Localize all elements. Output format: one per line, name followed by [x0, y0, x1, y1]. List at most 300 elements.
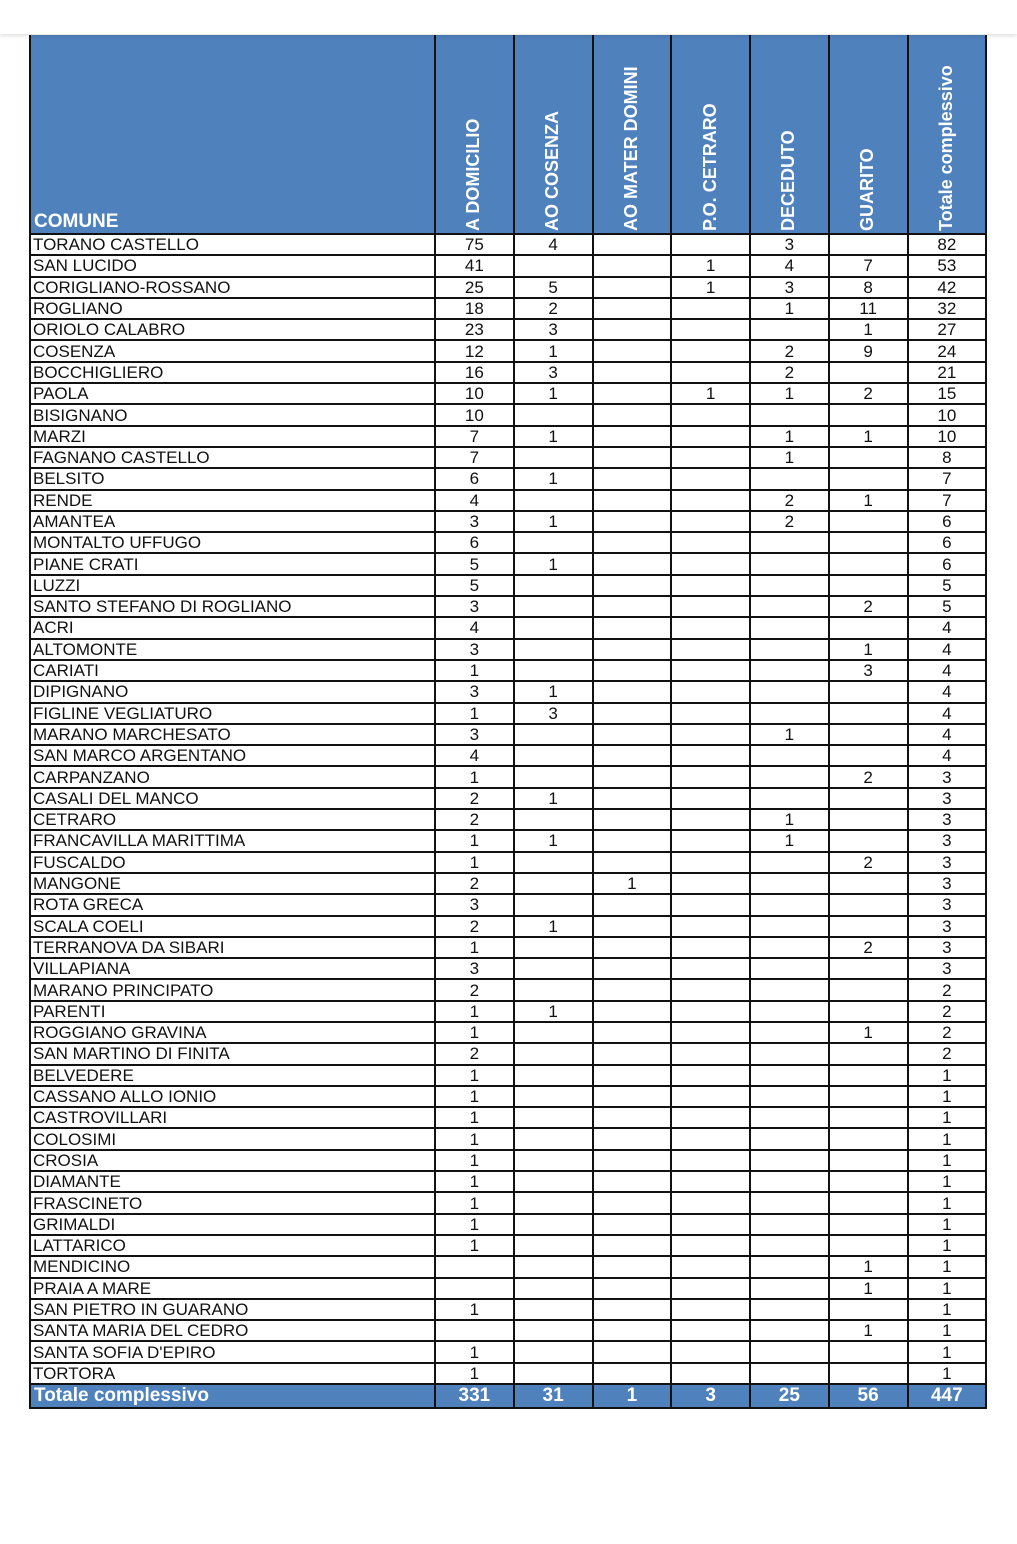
cell-ao-cosenza: 3 [514, 362, 593, 383]
cell-comune: SAN MARTINO DI FINITA [30, 1043, 435, 1064]
cell-po-cetraro [671, 1235, 750, 1256]
table-row [30, 553, 986, 574]
cell-comune: LATTARICO [30, 1235, 435, 1256]
table-row [30, 511, 986, 532]
cell-comune: SANTA SOFIA D'EPIRO [30, 1341, 435, 1362]
cell-ao-mater-domini [593, 1278, 672, 1299]
cell-totale-complessivo: 82 [908, 234, 987, 255]
cell-po-cetraro [671, 490, 750, 511]
cell-totale-complessivo: 24 [908, 340, 987, 361]
cell-guarito: 2 [829, 596, 908, 617]
cell-deceduto [750, 1256, 829, 1277]
cell-deceduto [750, 1001, 829, 1022]
cell-totale-complessivo: 1 [908, 1299, 987, 1320]
cell-ao-cosenza [514, 873, 593, 894]
cell-ao-mater-domini [593, 1086, 672, 1107]
cell-a-domicilio: 7 [435, 447, 514, 468]
table-row [30, 319, 986, 340]
cell-comune: BELSITO [30, 468, 435, 489]
cell-deceduto [750, 979, 829, 1000]
cell-totale-complessivo: 1 [908, 1128, 987, 1149]
cell-ao-cosenza [514, 255, 593, 276]
cell-totale-complessivo: 6 [908, 553, 987, 574]
table-row [30, 1256, 986, 1277]
cell-a-domicilio: 1 [435, 1128, 514, 1149]
cell-po-cetraro [671, 639, 750, 660]
table-row [30, 1128, 986, 1149]
cell-deceduto [750, 937, 829, 958]
cell-guarito [829, 1363, 908, 1384]
cell-guarito [829, 788, 908, 809]
header-deceduto [750, 35, 829, 234]
cell-comune: LUZZI [30, 575, 435, 596]
cell-comune: PARENTI [30, 1001, 435, 1022]
cell-ao-mater-domini [593, 1256, 672, 1277]
cell-ao-mater-domini [593, 234, 672, 255]
cell-ao-cosenza: 1 [514, 340, 593, 361]
cell-totale-complessivo: 6 [908, 511, 987, 532]
cell-ao-mater-domini [593, 852, 672, 873]
table-row [30, 1022, 986, 1043]
cell-po-cetraro [671, 1086, 750, 1107]
cell-a-domicilio: 3 [435, 511, 514, 532]
cell-ao-cosenza [514, 979, 593, 1000]
cell-ao-cosenza [514, 1107, 593, 1128]
cell-deceduto: 2 [750, 490, 829, 511]
cell-ao-cosenza: 1 [514, 681, 593, 702]
cell-guarito [829, 894, 908, 915]
cell-a-domicilio: 1 [435, 660, 514, 681]
cell-comune: ORIOLO CALABRO [30, 319, 435, 340]
cell-a-domicilio: 2 [435, 873, 514, 894]
cell-ao-mater-domini [593, 830, 672, 851]
total-row [30, 1384, 986, 1408]
table-row [30, 681, 986, 702]
cell-guarito: 7 [829, 255, 908, 276]
cell-comune: BOCCHIGLIERO [30, 362, 435, 383]
cell-comune: CARIATI [30, 660, 435, 681]
table-row [30, 1107, 986, 1128]
cell-comune: RENDE [30, 490, 435, 511]
cell-deceduto: 2 [750, 511, 829, 532]
cell-ao-mater-domini [593, 596, 672, 617]
cell-ao-cosenza [514, 1256, 593, 1277]
cell-a-domicilio: 1 [435, 766, 514, 787]
cell-a-domicilio: 2 [435, 979, 514, 1000]
cell-guarito [829, 1043, 908, 1064]
cell-ao-cosenza [514, 745, 593, 766]
cell-deceduto [750, 468, 829, 489]
cell-a-domicilio: 2 [435, 916, 514, 937]
table-row [30, 1150, 986, 1171]
cell-ao-mater-domini [593, 426, 672, 447]
cell-comune: SANTA MARIA DEL CEDRO [30, 1320, 435, 1341]
cell-guarito [829, 724, 908, 745]
cell-ao-cosenza: 1 [514, 553, 593, 574]
cell-a-domicilio [435, 1256, 514, 1277]
cell-totale-complessivo: 8 [908, 447, 987, 468]
cell-ao-cosenza: 1 [514, 468, 593, 489]
cell-comune: ROGGIANO GRAVINA [30, 1022, 435, 1043]
cell-po-cetraro [671, 447, 750, 468]
cell-a-domicilio: 3 [435, 596, 514, 617]
cell-totale-complessivo: 3 [908, 788, 987, 809]
table-row [30, 873, 986, 894]
cell-ao-mater-domini [593, 639, 672, 660]
cell-totale-complessivo: 3 [908, 830, 987, 851]
cell-guarito [829, 958, 908, 979]
cell-deceduto [750, 1043, 829, 1064]
cell-deceduto [750, 1086, 829, 1107]
table-body [30, 234, 986, 1384]
cell-ao-mater-domini [593, 745, 672, 766]
cell-po-cetraro [671, 1001, 750, 1022]
cell-ao-mater-domini [593, 532, 672, 553]
cell-a-domicilio: 1 [435, 1363, 514, 1384]
cell-comune: MARANO MARCHESATO [30, 724, 435, 745]
cell-ao-mater-domini [593, 1043, 672, 1064]
header-a-domicilio [435, 35, 514, 234]
cell-ao-cosenza [514, 894, 593, 915]
total-ao-mater-domini: 1 [593, 1384, 672, 1408]
cell-ao-mater-domini [593, 979, 672, 1000]
cell-totale-complessivo: 21 [908, 362, 987, 383]
cell-guarito [829, 830, 908, 851]
cell-guarito [829, 511, 908, 532]
table-row [30, 1086, 986, 1107]
table-row [30, 532, 986, 553]
cell-guarito [829, 916, 908, 937]
cell-totale-complessivo: 4 [908, 724, 987, 745]
cell-a-domicilio: 16 [435, 362, 514, 383]
cell-a-domicilio: 1 [435, 1107, 514, 1128]
total-a-domicilio: 331 [435, 1384, 514, 1408]
cell-comune: FUSCALDO [30, 852, 435, 873]
cell-guarito [829, 362, 908, 383]
cell-ao-mater-domini [593, 1192, 672, 1213]
cell-totale-complessivo: 1 [908, 1235, 987, 1256]
cell-a-domicilio: 5 [435, 575, 514, 596]
cell-deceduto [750, 703, 829, 724]
cell-comune: DIPIGNANO [30, 681, 435, 702]
header-label: DECEDUTO [778, 130, 799, 231]
cell-po-cetraro [671, 1065, 750, 1086]
cell-a-domicilio: 1 [435, 1086, 514, 1107]
cell-po-cetraro [671, 894, 750, 915]
cell-a-domicilio: 10 [435, 404, 514, 425]
cell-comune: SAN MARCO ARGENTANO [30, 745, 435, 766]
cell-po-cetraro [671, 745, 750, 766]
cell-deceduto: 2 [750, 340, 829, 361]
cell-ao-cosenza [514, 1214, 593, 1235]
cell-ao-cosenza [514, 724, 593, 745]
cell-deceduto [750, 745, 829, 766]
cell-ao-mater-domini [593, 1065, 672, 1086]
cell-deceduto: 4 [750, 255, 829, 276]
cell-guarito: 1 [829, 639, 908, 660]
header-label: GUARITO [857, 148, 878, 231]
cell-totale-complessivo: 3 [908, 958, 987, 979]
cell-totale-complessivo: 1 [908, 1214, 987, 1235]
table-row [30, 1171, 986, 1192]
cell-deceduto [750, 617, 829, 638]
cell-po-cetraro [671, 532, 750, 553]
cell-ao-cosenza [514, 1128, 593, 1149]
cell-guarito [829, 404, 908, 425]
table-row [30, 1192, 986, 1213]
cell-ao-mater-domini [593, 277, 672, 298]
table-row [30, 958, 986, 979]
cell-comune: ACRI [30, 617, 435, 638]
cell-totale-complessivo: 2 [908, 1022, 987, 1043]
cell-deceduto [750, 1107, 829, 1128]
cell-comune: ALTOMONTE [30, 639, 435, 660]
cell-ao-cosenza [514, 809, 593, 830]
cell-ao-cosenza [514, 532, 593, 553]
cell-ao-mater-domini [593, 937, 672, 958]
cell-totale-complessivo: 1 [908, 1363, 987, 1384]
cell-ao-mater-domini [593, 788, 672, 809]
table-row [30, 937, 986, 958]
cell-ao-cosenza: 1 [514, 788, 593, 809]
cell-totale-complessivo: 1 [908, 1171, 987, 1192]
cell-a-domicilio: 23 [435, 319, 514, 340]
cell-ao-cosenza: 1 [514, 1001, 593, 1022]
cell-po-cetraro [671, 788, 750, 809]
cell-a-domicilio: 1 [435, 1192, 514, 1213]
cell-po-cetraro [671, 617, 750, 638]
cell-deceduto [750, 553, 829, 574]
cell-deceduto [750, 596, 829, 617]
cell-po-cetraro [671, 362, 750, 383]
cell-po-cetraro [671, 468, 750, 489]
table-row [30, 830, 986, 851]
cell-deceduto [750, 873, 829, 894]
cell-a-domicilio: 7 [435, 426, 514, 447]
header-po-cetraro [671, 35, 750, 234]
cell-guarito [829, 1192, 908, 1213]
cell-a-domicilio: 4 [435, 745, 514, 766]
table-row [30, 404, 986, 425]
cell-ao-mater-domini [593, 1235, 672, 1256]
cell-ao-cosenza [514, 660, 593, 681]
cell-deceduto [750, 1235, 829, 1256]
cell-guarito: 2 [829, 766, 908, 787]
cell-ao-mater-domini [593, 362, 672, 383]
cell-ao-cosenza [514, 404, 593, 425]
cell-guarito [829, 532, 908, 553]
cell-guarito: 1 [829, 426, 908, 447]
cell-totale-complessivo: 3 [908, 852, 987, 873]
cell-guarito [829, 1086, 908, 1107]
cell-totale-complessivo: 1 [908, 1150, 987, 1171]
cell-guarito: 8 [829, 277, 908, 298]
cell-a-domicilio: 1 [435, 703, 514, 724]
cell-guarito [829, 681, 908, 702]
cell-comune: MARANO PRINCIPATO [30, 979, 435, 1000]
cell-ao-cosenza [514, 1065, 593, 1086]
cell-deceduto: 1 [750, 383, 829, 404]
header-row [30, 35, 986, 234]
cell-deceduto: 1 [750, 830, 829, 851]
cell-ao-cosenza: 2 [514, 298, 593, 319]
cell-ao-mater-domini [593, 319, 672, 340]
cell-a-domicilio: 1 [435, 1299, 514, 1320]
cell-po-cetraro [671, 596, 750, 617]
cell-ao-cosenza [514, 958, 593, 979]
cell-po-cetraro [671, 1341, 750, 1362]
cell-po-cetraro [671, 1150, 750, 1171]
cell-po-cetraro [671, 830, 750, 851]
cell-guarito [829, 1065, 908, 1086]
cell-totale-complessivo: 5 [908, 575, 987, 596]
cell-totale-complessivo: 1 [908, 1278, 987, 1299]
cell-comune: SAN PIETRO IN GUARANO [30, 1299, 435, 1320]
cell-totale-complessivo: 10 [908, 404, 987, 425]
cell-ao-cosenza: 1 [514, 916, 593, 937]
cell-a-domicilio: 3 [435, 894, 514, 915]
cell-totale-complessivo: 10 [908, 426, 987, 447]
cell-ao-mater-domini [593, 1171, 672, 1192]
cell-deceduto: 3 [750, 234, 829, 255]
cell-comune: MENDICINO [30, 1256, 435, 1277]
cell-ao-mater-domini [593, 681, 672, 702]
cell-ao-cosenza [514, 575, 593, 596]
table-row [30, 1235, 986, 1256]
cell-ao-mater-domini [593, 1128, 672, 1149]
cell-comune: SCALA COELI [30, 916, 435, 937]
cell-ao-cosenza [514, 1086, 593, 1107]
header-totale-complessivo [908, 35, 987, 234]
cell-comune: FRASCINETO [30, 1192, 435, 1213]
cell-guarito [829, 1128, 908, 1149]
cell-totale-complessivo: 4 [908, 681, 987, 702]
cell-comune: SAN LUCIDO [30, 255, 435, 276]
cell-ao-mater-domini [593, 490, 672, 511]
cell-ao-cosenza [514, 1235, 593, 1256]
cell-po-cetraro [671, 298, 750, 319]
cell-a-domicilio: 12 [435, 340, 514, 361]
cell-guarito [829, 447, 908, 468]
cell-guarito [829, 1235, 908, 1256]
cell-comune: TORTORA [30, 1363, 435, 1384]
cell-po-cetraro [671, 703, 750, 724]
cell-ao-mater-domini [593, 447, 672, 468]
cell-ao-cosenza [514, 490, 593, 511]
cell-deceduto [750, 639, 829, 660]
cell-po-cetraro [671, 937, 750, 958]
cell-a-domicilio: 3 [435, 639, 514, 660]
cell-ao-cosenza [514, 1320, 593, 1341]
cell-a-domicilio: 10 [435, 383, 514, 404]
table-row [30, 1341, 986, 1362]
cell-po-cetraro [671, 958, 750, 979]
cell-guarito [829, 1299, 908, 1320]
cell-deceduto [750, 319, 829, 340]
cell-a-domicilio: 75 [435, 234, 514, 255]
cell-totale-complessivo: 1 [908, 1256, 987, 1277]
cell-guarito [829, 745, 908, 766]
cell-deceduto: 1 [750, 447, 829, 468]
cell-deceduto [750, 1065, 829, 1086]
cell-totale-complessivo: 1 [908, 1192, 987, 1213]
cell-ao-mater-domini [593, 916, 672, 937]
cell-po-cetraro [671, 1107, 750, 1128]
cell-comune: TERRANOVA DA SIBARI [30, 937, 435, 958]
cell-ao-mater-domini [593, 340, 672, 361]
cell-po-cetraro [671, 340, 750, 361]
cell-guarito: 1 [829, 1256, 908, 1277]
cell-ao-mater-domini [593, 617, 672, 638]
cell-deceduto [750, 1022, 829, 1043]
cell-ao-cosenza [514, 1341, 593, 1362]
cell-po-cetraro [671, 234, 750, 255]
cell-ao-mater-domini [593, 1320, 672, 1341]
cell-deceduto [750, 575, 829, 596]
cell-po-cetraro [671, 426, 750, 447]
cell-ao-mater-domini [593, 1150, 672, 1171]
cell-comune: VILLAPIANA [30, 958, 435, 979]
cell-totale-complessivo: 6 [908, 532, 987, 553]
cell-ao-cosenza [514, 447, 593, 468]
cell-totale-complessivo: 53 [908, 255, 987, 276]
total-totale-complessivo: 447 [908, 1384, 987, 1408]
cell-guarito: 2 [829, 383, 908, 404]
cell-ao-cosenza [514, 1171, 593, 1192]
table-row [30, 766, 986, 787]
cell-totale-complessivo: 1 [908, 1065, 987, 1086]
cell-guarito [829, 1171, 908, 1192]
cell-po-cetraro: 1 [671, 255, 750, 276]
cell-ao-cosenza: 1 [514, 830, 593, 851]
cell-ao-cosenza [514, 1192, 593, 1213]
cell-deceduto [750, 660, 829, 681]
table-row [30, 1363, 986, 1384]
cell-ao-mater-domini: 1 [593, 873, 672, 894]
cell-a-domicilio: 2 [435, 1043, 514, 1064]
cell-po-cetraro [671, 1171, 750, 1192]
cell-guarito: 1 [829, 1320, 908, 1341]
cell-ao-mater-domini [593, 766, 672, 787]
cell-totale-complessivo: 2 [908, 1001, 987, 1022]
cell-deceduto [750, 1171, 829, 1192]
table-row [30, 703, 986, 724]
cell-deceduto [750, 1278, 829, 1299]
cell-ao-cosenza: 1 [514, 383, 593, 404]
cell-ao-cosenza: 5 [514, 277, 593, 298]
cell-po-cetraro [671, 916, 750, 937]
total-guarito: 56 [829, 1384, 908, 1408]
cell-ao-mater-domini [593, 809, 672, 830]
cell-ao-mater-domini [593, 1022, 672, 1043]
cell-deceduto: 3 [750, 277, 829, 298]
cell-deceduto [750, 958, 829, 979]
cell-a-domicilio: 3 [435, 681, 514, 702]
cell-ao-mater-domini [593, 468, 672, 489]
cell-po-cetraro [671, 766, 750, 787]
cell-po-cetraro [671, 1022, 750, 1043]
cell-a-domicilio: 1 [435, 1235, 514, 1256]
cell-guarito [829, 234, 908, 255]
cell-comune: BELVEDERE [30, 1065, 435, 1086]
cell-ao-cosenza: 3 [514, 703, 593, 724]
cell-totale-complessivo: 42 [908, 277, 987, 298]
cell-totale-complessivo: 1 [908, 1107, 987, 1128]
cell-a-domicilio: 1 [435, 1065, 514, 1086]
cell-a-domicilio: 1 [435, 1341, 514, 1362]
cell-a-domicilio: 1 [435, 830, 514, 851]
cell-ao-cosenza: 1 [514, 511, 593, 532]
